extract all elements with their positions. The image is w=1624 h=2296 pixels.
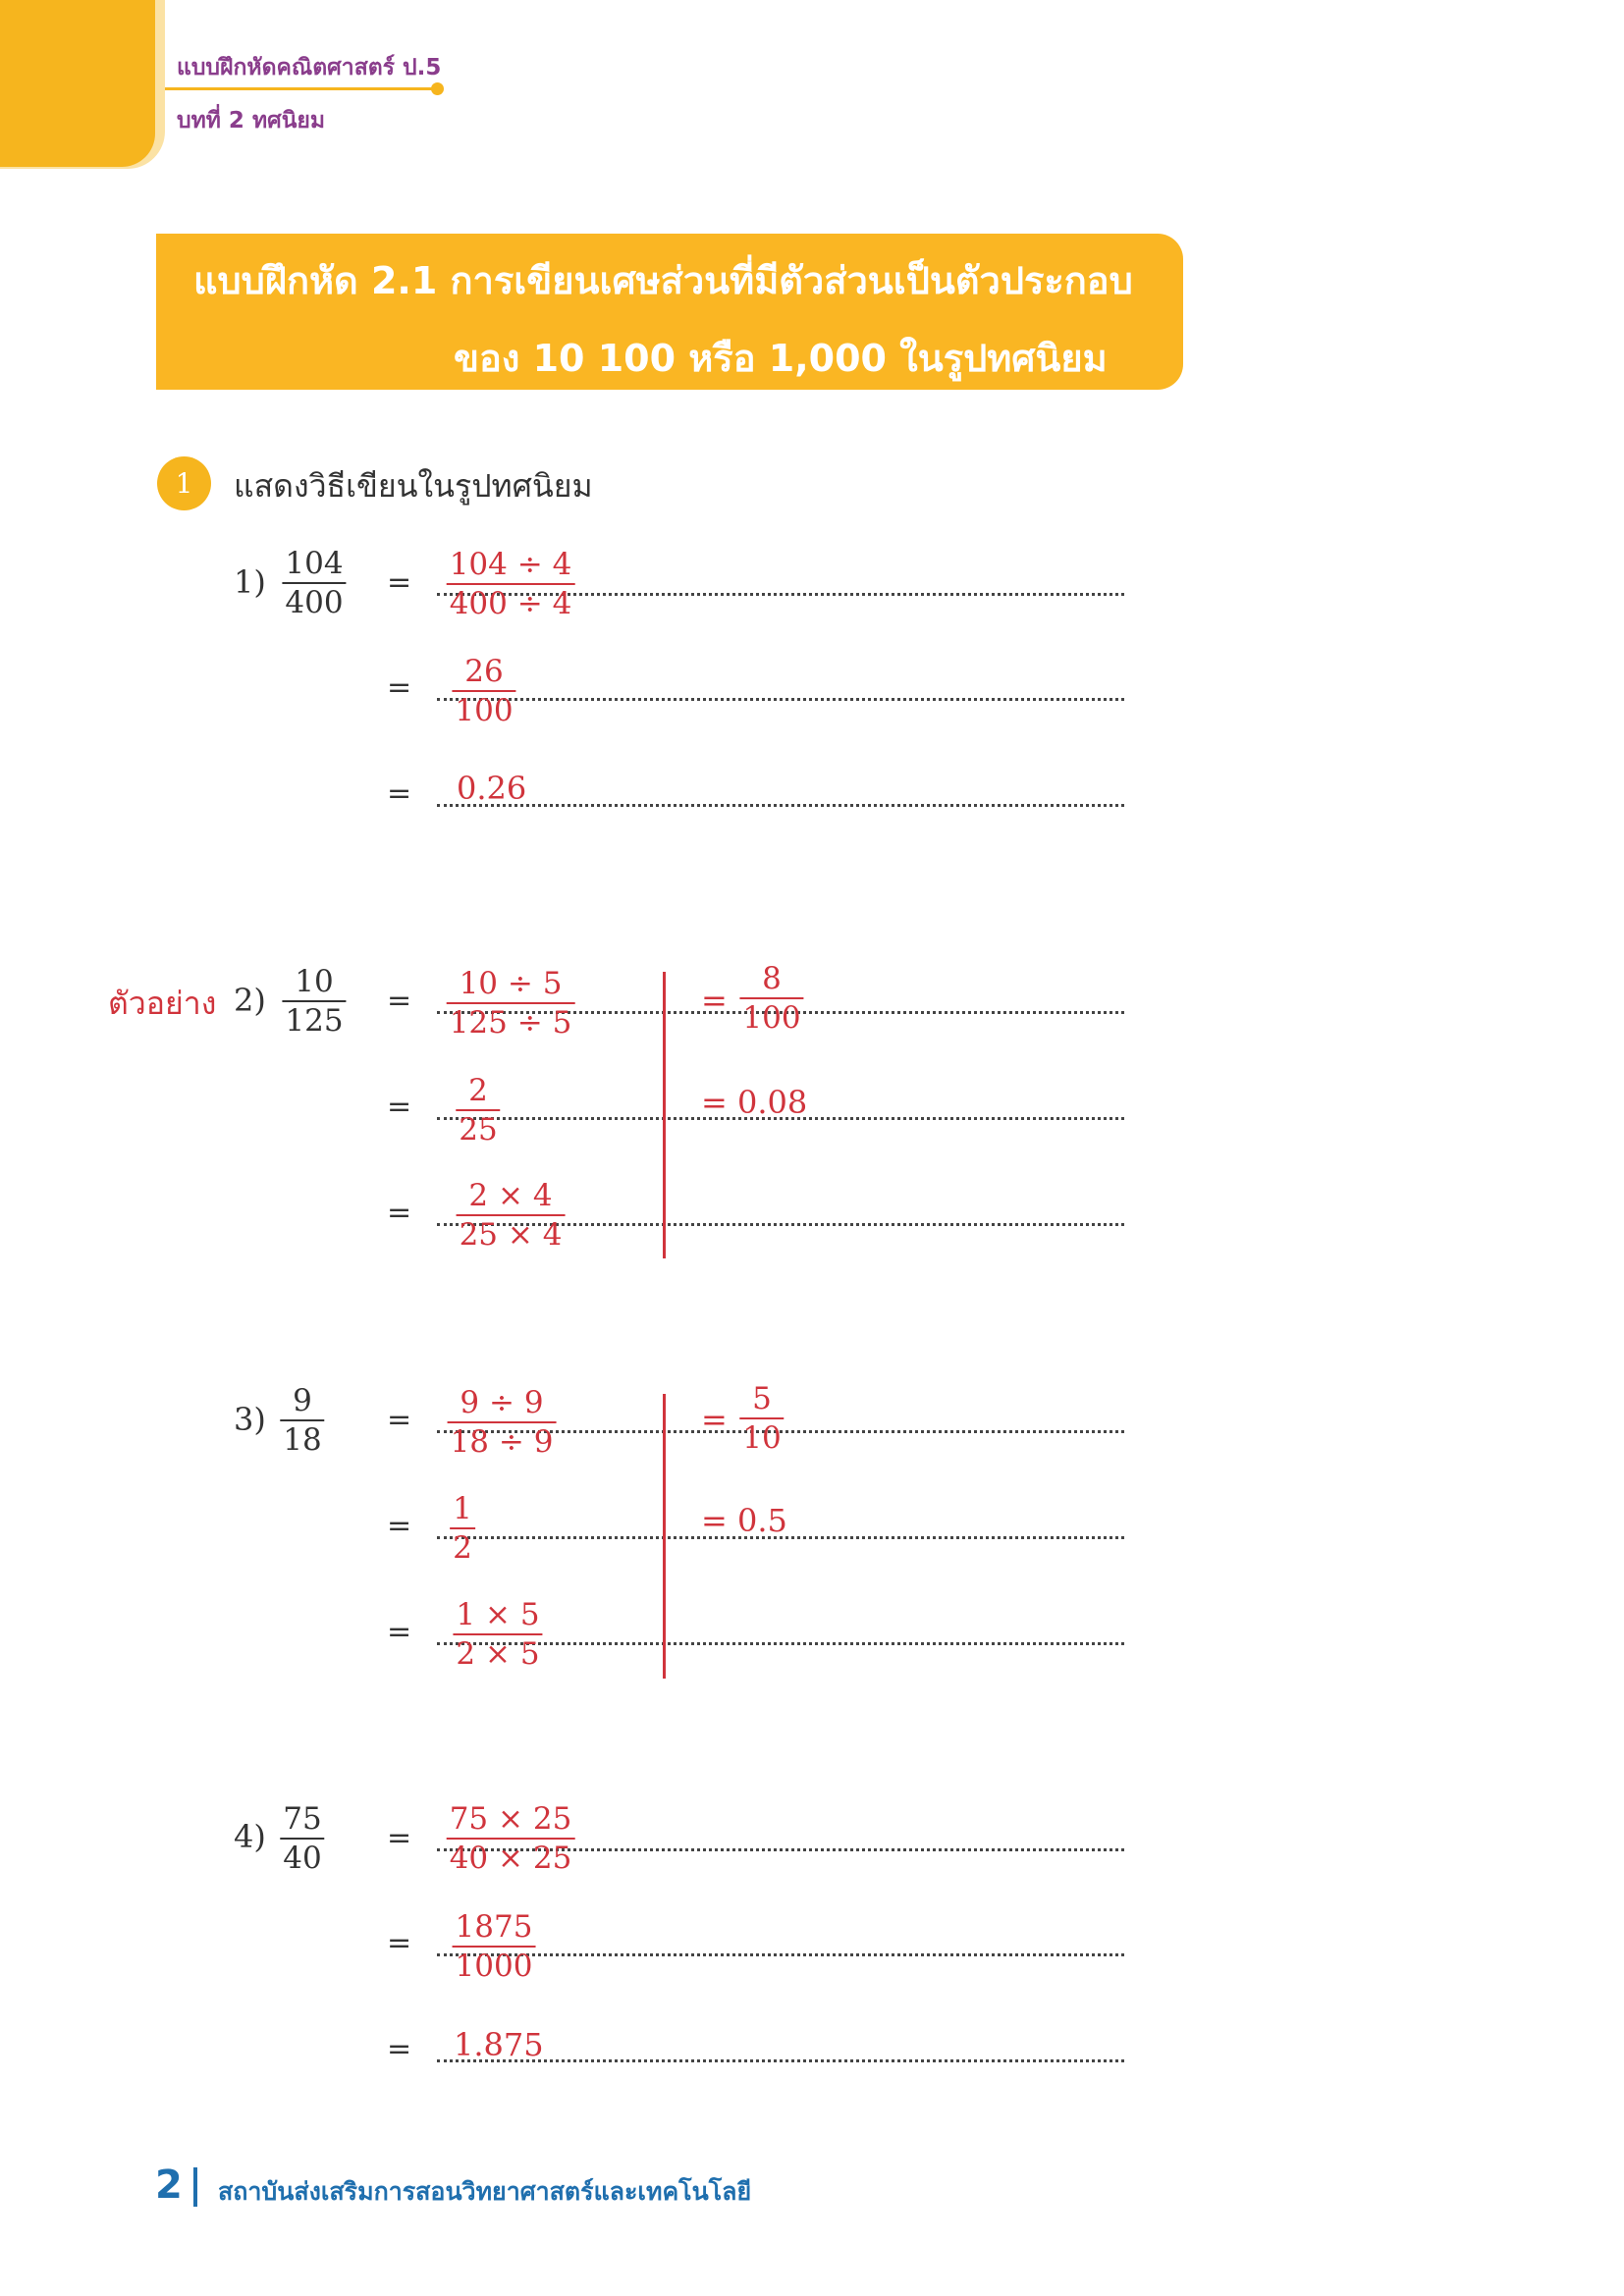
answer-line [437, 1953, 1124, 1956]
fraction-numerator: 1875 [455, 1909, 533, 1945]
fraction-denominator: 125 [285, 1003, 344, 1039]
problem-2-step-3-fraction [457, 1177, 566, 1254]
fraction-numerator: 9 [293, 1383, 312, 1418]
fraction-denominator: 125 ÷ 5 [449, 1005, 572, 1041]
equals-sign: = [387, 2032, 412, 2066]
fraction-denominator: 25 [459, 1112, 498, 1148]
answer-line [437, 804, 1124, 807]
fraction-numerator: 10 ÷ 5 [459, 966, 563, 1001]
problem-2-separator-line [663, 972, 666, 1258]
fraction-denominator: 400 ÷ 4 [449, 586, 572, 621]
example-label: ตัวอย่าง [108, 985, 217, 1022]
fraction-denominator: 40 [283, 1841, 322, 1876]
fraction-numerator: 2 × 4 [468, 1178, 553, 1213]
fraction-denominator: 18 [283, 1422, 322, 1458]
problem-1-result: 0.26 [457, 770, 527, 807]
problem-4-label: 4) [234, 1818, 266, 1855]
problem-3-question-fraction [280, 1382, 324, 1459]
problem-3-separator-line [663, 1394, 666, 1679]
page-number: 2 [155, 2163, 183, 2208]
equals-sign: = [387, 1090, 412, 1124]
fraction-denominator: 40 × 25 [449, 1841, 572, 1876]
fraction-denominator: 18 ÷ 9 [450, 1424, 554, 1460]
fraction-denominator: 2 × 5 [456, 1636, 540, 1672]
problem-1-step-2-fraction [452, 653, 515, 729]
fraction-denominator: 25 × 4 [459, 1217, 563, 1253]
fraction-numerator: 2 [468, 1073, 488, 1108]
equals-sign: = [387, 1926, 412, 1960]
problem-2-decimal-result: = 0.08 [701, 1084, 808, 1121]
banner-title-line1: แบบฝึกหัด 2.1 การเขียนเศษส่วนที่มีตัวส่วนเป็นตัวประกอบ [193, 259, 1133, 302]
equals-sign: = [701, 982, 728, 1019]
fraction-numerator: 1 × 5 [456, 1597, 540, 1632]
footer-divider [193, 2167, 197, 2207]
fraction-numerator: 26 [464, 654, 504, 689]
fraction-numerator: 75 [283, 1801, 322, 1837]
fraction-numerator: 1 [453, 1491, 472, 1526]
exercise-instruction: แสดงวิธีเขียนในรูปทศนิยม [234, 467, 593, 505]
fraction-denominator: 10 [742, 1420, 782, 1456]
header-divider [165, 87, 438, 90]
equals-sign: = [387, 565, 412, 600]
fraction-numerator: 104 ÷ 4 [449, 547, 572, 582]
problem-2-step-2-fraction [456, 1072, 500, 1148]
problem-4-step-2-fraction [453, 1908, 536, 1985]
fraction-denominator: 100 [455, 693, 514, 728]
problem-3-decimal-result: = 0.5 [701, 1502, 787, 1539]
problem-3-step-3-fraction [453, 1596, 542, 1673]
equals-sign: = [387, 1196, 412, 1230]
equals-sign: = [387, 1821, 412, 1855]
fraction-numerator: 9 ÷ 9 [460, 1385, 544, 1420]
header-divider-dot [431, 82, 444, 95]
chapter-title: บทที่ 2 ทศนิยม [177, 108, 326, 133]
problem-2-right-fraction [739, 960, 803, 1037]
problem-1-question-fraction [282, 545, 346, 621]
book-title: แบบฝึกหัดคณิตศาสตร์ ป.5 [177, 55, 442, 80]
equals-sign: = [387, 1615, 412, 1649]
equals-sign: = [387, 670, 412, 705]
equals-sign: = [387, 776, 412, 811]
fraction-numerator: 5 [752, 1381, 772, 1416]
fraction-denominator: 100 [742, 1000, 801, 1036]
fraction-numerator: 104 [285, 546, 344, 581]
problem-2-question-fraction [282, 963, 346, 1040]
fraction-numerator: 8 [762, 961, 782, 996]
publisher-name: สถาบันส่งเสริมการสอนวิทยาศาสตร์และเทคโนโลยี [218, 2177, 752, 2206]
problem-1-step-1-fraction [447, 546, 575, 622]
problem-4-step-1-fraction [447, 1800, 575, 1877]
equals-sign: = [387, 984, 412, 1018]
banner-title-line2: ของ 10 100 หรือ 1,000 ในรูปทศนิยม [454, 337, 1108, 380]
fraction-denominator: 1000 [455, 1949, 533, 1984]
problem-1-label: 1) [234, 563, 266, 601]
problem-4-question-fraction [280, 1800, 324, 1877]
corner-decoration [0, 0, 155, 167]
problem-3-label: 3) [234, 1401, 266, 1438]
exercise-number-badge: 1 [157, 456, 211, 510]
fraction-numerator: 75 × 25 [449, 1801, 572, 1837]
equals-sign: = [701, 1401, 728, 1438]
problem-2-label: 2) [234, 982, 266, 1019]
problem-3-step-2-fraction [450, 1490, 475, 1567]
problem-4-result: 1.875 [454, 2026, 544, 2063]
fraction-denominator: 2 [453, 1530, 472, 1566]
fraction-denominator: 400 [285, 585, 344, 620]
equals-sign: = [387, 1509, 412, 1543]
answer-line [437, 698, 1124, 701]
problem-3-step-1-fraction [448, 1384, 557, 1461]
problem-3-right-fraction [739, 1380, 784, 1457]
problem-2-step-1-fraction [447, 965, 575, 1041]
equals-sign: = [387, 1403, 412, 1437]
fraction-numerator: 10 [295, 964, 334, 999]
